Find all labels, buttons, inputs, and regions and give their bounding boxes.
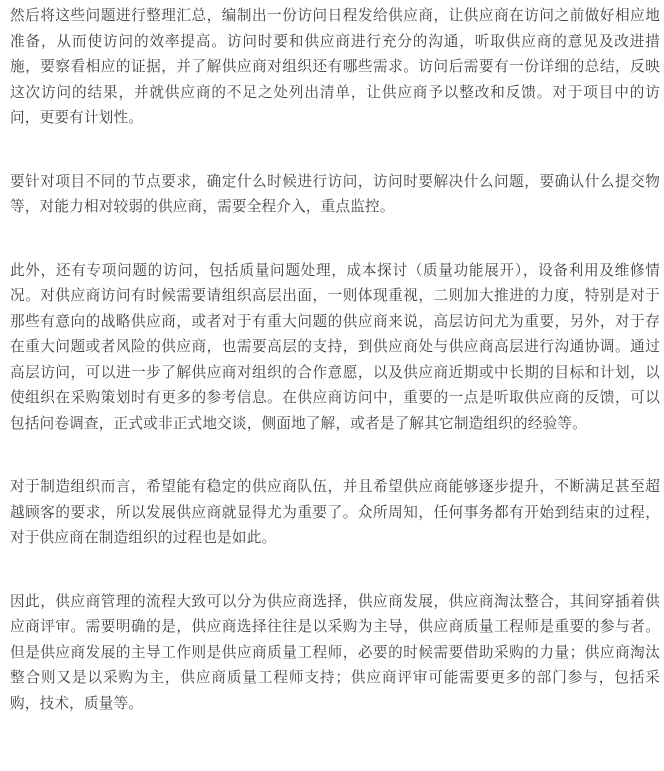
paragraph-spacer <box>10 551 660 589</box>
paragraph-visit-schedule: 然后将这些问题进行整理汇总，编制出一份访问日程发给供应商，让供应商在访问之前做好相应地准备，从而使访问的效率提高。访问时要和供应商进行充分的沟通，听取供应商的意见及改进措施，要察看相应的证据，并了解供应商对组织还有哪些需求。访问后需要有一份详细的总结，反映这次访问的结果，并就供应商的不足之处列出清单，让供应商予以整改和反馈。对于项目中的访问，更要有计划性。 <box>10 7 660 126</box>
paragraph-spacer <box>10 436 660 474</box>
paragraph-spacer <box>10 131 660 169</box>
paragraph-supplier-development: 对于制造组织而言，希望能有稳定的供应商队伍，并且希望供应商能够逐步提升，不断满足甚至超越顾客的要求，所以发展供应商就显得尤为重要了。众所周知，任何事务都有开始到结束的过程，对于供应商在制造组织的过程也是如此。 <box>10 478 660 546</box>
paragraph-special-visits: 此外，还有专项问题的访问，包括质量问题处理，成本探讨（质量功能展开），设备利用及维修情况。对供应商访问有时候需要请组织高层出面，一则体现重视，二则加大推进的力度，特别是对于那些有意向的战略供应商，或者对于有重大问题的供应商来说，高层访问尤为重要，另外，对于存在重大问题或者风险的供应商，也需要高层的支持，到供应商处与供应商高层进行沟通协调。通过高层访问，可以进一步了解供应商对组织的合作意愿，以及供应商近期或中长期的目标和计划，以使组织在采购策划时有更多的参考信息。在供应商访问中，重要的一点是听取供应商的反馈，可以包括问卷调查，正式或非正式地交谈，侧面地了解，或者是了解其它制造组织的经验等。 <box>10 261 660 432</box>
article-body <box>10 3 660 716</box>
paragraph-management-process: 因此，供应商管理的流程大致可以分为供应商选择，供应商发展，供应商淘汰整合，其间穿插着供应商评审。需要明确的是，供应商选择往往是以采购为主导，供应商质量工程师是重要的参与者。但是供应商发展的主导工作则是供应商质量工程师，必要的时候需要借助采购的力量；供应商淘汰整合则又是以采购为主，供应商质量工程师支持；供应商评审可能需要更多的部门参与，包括采购，技术，质量等。 <box>10 592 660 712</box>
paragraph-spacer <box>10 220 660 258</box>
paragraph-project-nodes: 要针对项目不同的节点要求，确定什么时候进行访问，访问时要解决什么问题，要确认什么提交物等，对能力相对较弱的供应商，需要全程介入，重点监控。 <box>10 172 660 215</box>
